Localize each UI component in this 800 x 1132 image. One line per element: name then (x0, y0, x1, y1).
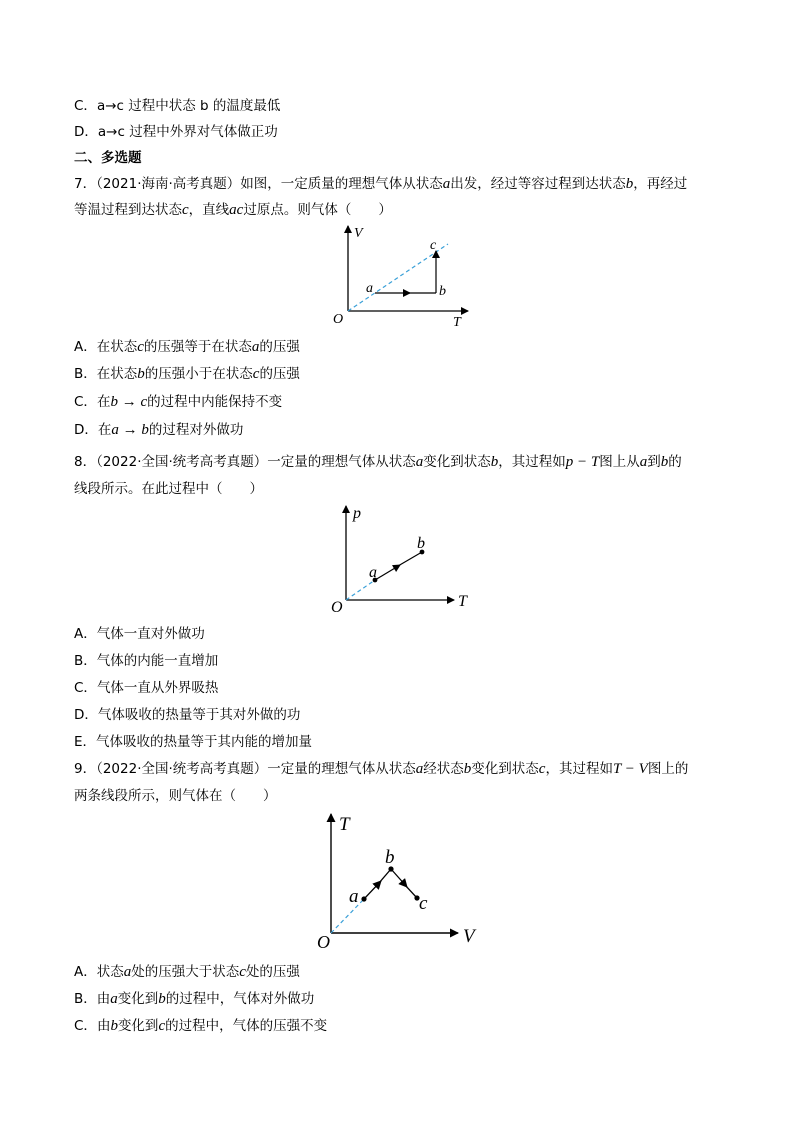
q9-segment-ab2 (379, 869, 391, 883)
q8-figure (325, 502, 475, 617)
q9-label-c: c (419, 893, 428, 914)
q8-label-b: b (417, 535, 425, 552)
q7-dashed-line (348, 244, 448, 311)
q9-stem-line1: 9．（2022·全国·统考高考真题）一定量的理想气体从状态a经状态b变化到状态c，其过程如T − V图上的 (74, 761, 689, 777)
q9-label-b: b (385, 847, 395, 868)
q8-option-d: D．气体吸收的热量等于其对外做的功 (74, 707, 301, 723)
q8-option-a: A．气体一直对外做功 (74, 626, 205, 642)
q8-dashed-line (346, 580, 375, 600)
q9-label-a: a (349, 886, 359, 907)
option-d-prev: D．a→c 过程中外界对气体做正功 (74, 124, 278, 140)
q8-option-e: E．气体吸收的热量等于其内能的增加量 (74, 734, 313, 750)
q7-option-c: C．在b → c的过程中内能保持不变 (74, 394, 283, 410)
q9-segment-bc2 (405, 885, 417, 898)
q8-segment-ab2 (398, 552, 422, 566)
q9-label-v: V (463, 926, 475, 947)
q7-label-o: O (333, 312, 344, 327)
q7-label-v: V (354, 226, 363, 241)
q9-segment-ab (364, 881, 381, 899)
q9-option-a: A．状态a处的压强大于状态c处的压强 (74, 964, 300, 980)
q7-stem-line2: 等温过程到达状态c，直线ac过原点。则气体（ ） (74, 202, 392, 218)
q9-segment-bc (391, 869, 407, 887)
q7-label-c: c (430, 238, 437, 253)
q7-option-a: A．在状态c的压强等于在状态a的压强 (74, 339, 300, 355)
q8-option-b: B．气体的内能一直增加 (74, 653, 219, 669)
q9-figure (315, 808, 485, 953)
q8-stem-line1: 8．（2022·全国·统考高考真题）一定量的理想气体从状态a变化到状态b，其过程如p − T图上从a到b的 (74, 454, 682, 470)
q9-label-t: T (339, 814, 350, 835)
q8-segment-ab (375, 565, 400, 580)
q8-label-a: a (369, 564, 377, 581)
option-c-prev: C．a→c 过程中状态 b 的温度最低 (74, 98, 281, 114)
q7-figure (330, 220, 480, 335)
q9-option-b: B．由a变化到b的过程中，气体对外做功 (74, 991, 315, 1007)
q7-option-b: B．在状态b的压强小于在状态c的压强 (74, 366, 300, 382)
q9-label-o: O (317, 932, 330, 952)
q8-label-t: T (458, 593, 467, 610)
q9-dashed-line (331, 899, 364, 933)
q7-label-a: a (366, 281, 373, 296)
q8-label-p: p (353, 505, 361, 522)
q7-stem-line1: 7．（2021·海南·高考真题）如图，一定质量的理想气体从状态a出发，经过等容过程到达状态b，再经过 (74, 176, 688, 192)
q7-option-d: D．在a → b的过程对外做功 (74, 422, 244, 438)
q9-point-a (361, 896, 366, 901)
q7-label-b: b (439, 284, 446, 299)
q8-stem-line2: 线段所示。在此过程中（ ） (74, 481, 263, 497)
q8-option-c: C．气体一直从外界吸热 (74, 680, 219, 696)
q7-label-t: T (453, 315, 461, 330)
section-heading: 二、多选题 (74, 150, 142, 166)
q9-stem-line2: 两条线段所示，则气体在（ ） (74, 788, 277, 804)
q9-option-c: C．由b变化到c的过程中，气体的压强不变 (74, 1018, 328, 1034)
q8-label-o: O (331, 599, 343, 616)
